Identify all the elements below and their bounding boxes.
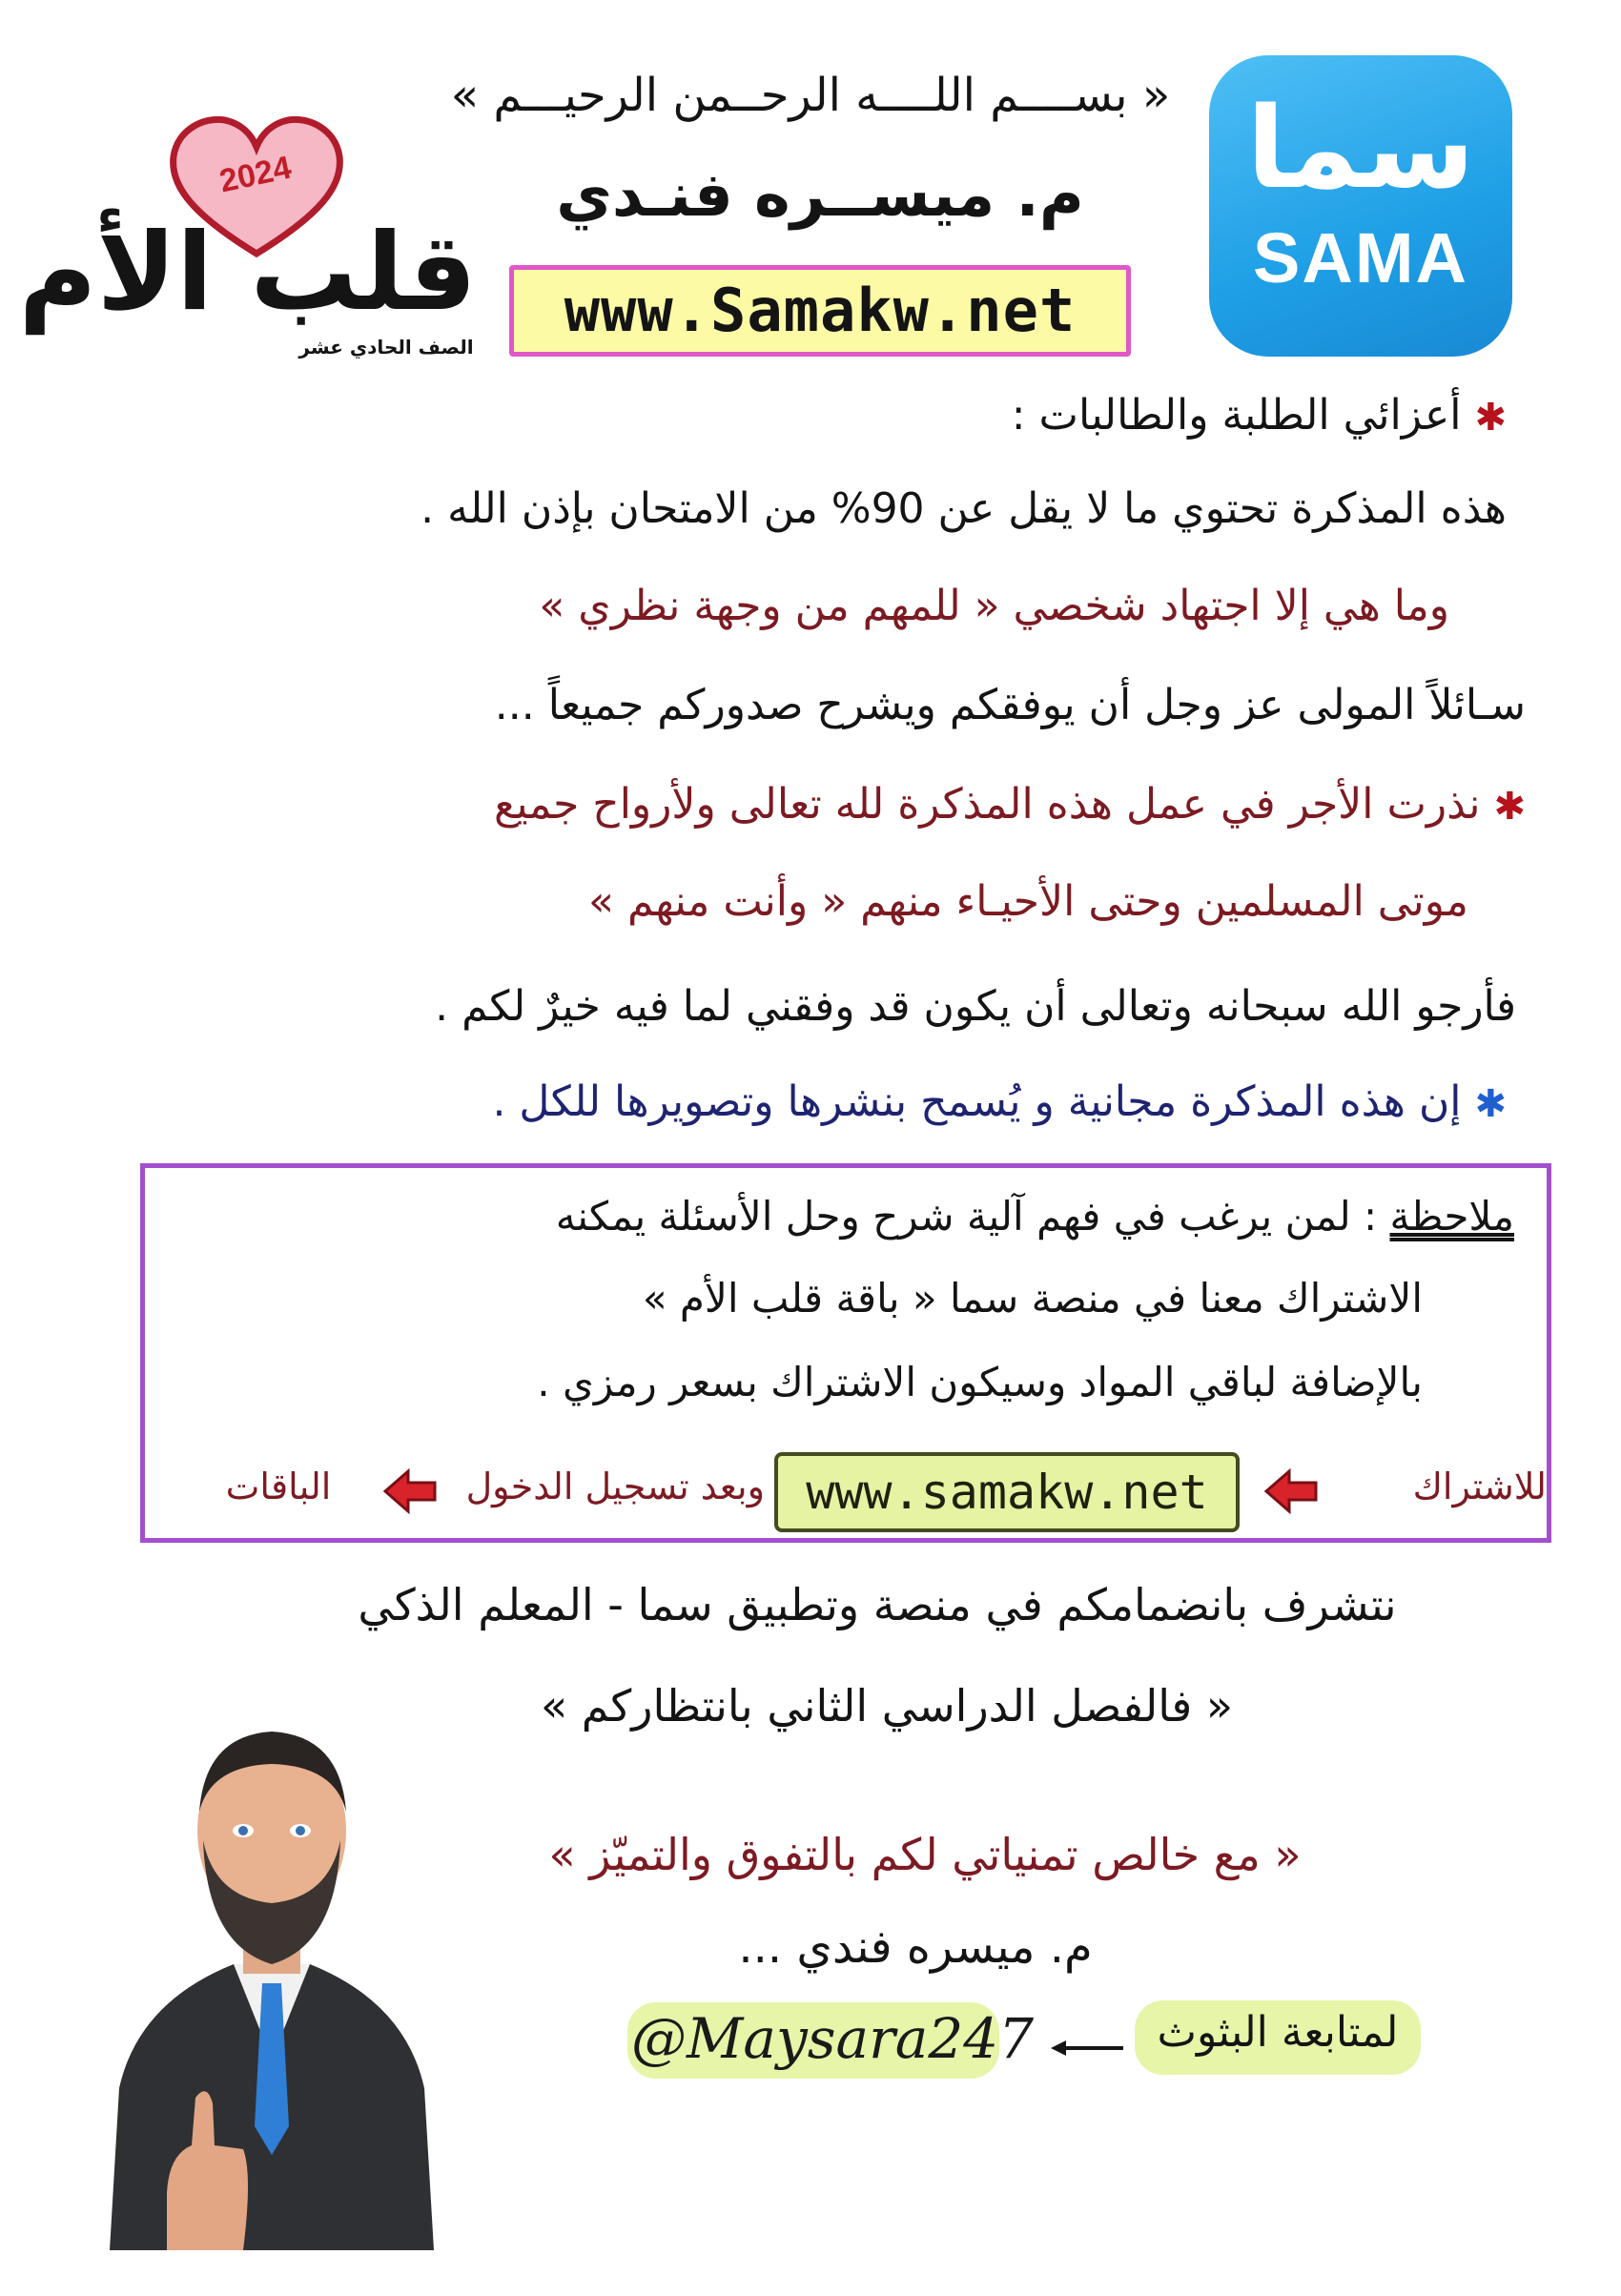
sama-logo-arabic: سما [1246,82,1475,214]
qalb-logo-title: قلب الأم [18,211,477,335]
packages-label: الباقات [225,1466,332,1507]
subscribe-label: للاشتراك [1412,1466,1547,1507]
qalb-al-umm-logo [18,105,496,372]
star-bullet-icon: ✱ [1474,1082,1507,1126]
website-link[interactable] [509,265,1131,357]
subscribe-row [145,1452,1547,1538]
greeting-text: أعزائي الطلبة والطالبات : [1011,391,1462,440]
arrow-left-icon [1262,1467,1320,1515]
body-line-4-text: نذرت الأجر في عمل هذه المذكرة لله تعالى ولأرواح جميع [493,780,1481,829]
teacher-name: م. ميســره فنـدي [556,160,1084,231]
body-line-5: موتى المسلمين وحتى الأحيـاء منهم « وأنت منهم » [588,877,1468,926]
note-line-3: بالإضافة لباقي المواد وسيكون الاشتراك بسعر رمزي . [537,1359,1423,1405]
qalb-logo-subtitle: الصف الحادي عشر [298,336,474,359]
body-line-4 [494,780,1526,829]
note-line-2: الاشتراك معنا في منصة سما « باقة قلب الأم » [642,1275,1423,1322]
body-line-3: سـائلاً المولى عز وجل أن يوفقكم ويشرح صدوركم جميعاً ... [494,681,1526,729]
arrow-left-icon [381,1467,439,1515]
star-bullet-icon: ✱ [1474,396,1507,440]
note-title: ملاحظة [1389,1193,1514,1240]
body-line-2: وما هي إلا اجتهاد شخصي « للمهم من وجهة نظري » [539,582,1449,630]
star-bullet-icon: ✱ [1493,785,1526,829]
qalb-logo-year: 2024 [215,149,295,200]
follow-label: لمتابعة البثوث [1157,2008,1399,2057]
basmala: « بســــم اللــــه الرحــمن الرحيـــم » [450,69,1171,122]
after-login-label: وبعد تسجيل الدخول [465,1466,765,1507]
website-link-text: www.Samakw.net [564,276,1077,345]
closing-line-3: « مع خالص تمنياتي لكم بالتفوق والتميّز » [548,1829,1302,1880]
note-line-1-text: : لمن يرغب في فهم آلية شرح وحل الأسئلة يمكنه [555,1193,1378,1240]
body-line-1: هذه المذكرة تحتوي ما لا يقل عن 90% من الامتحان بإذن الله . [421,484,1507,533]
body-line-6: فأرجو الله سبحانه وتعالى أن يكون قد وفقني لما فيه خيرٌ لكم . [435,982,1516,1031]
body-line-7-text: إن هذه المذكرة مجانية و يُسمح بنشرها وتصويرها للكل . [492,1077,1462,1126]
teacher-portrait-image [100,1678,443,2250]
note-line-1 [556,1193,1514,1240]
closing-line-2: « فالفصل الدراسي الثاني بانتظاركم » [540,1680,1234,1732]
signature: م. ميسره فندي ... [738,1920,1093,1974]
sama-logo-english: SAMA [1253,218,1468,297]
closing-line-1: نتشرف بانضمامكم في منصة وتطبيق سما - المعلم الذكي [358,1579,1397,1630]
social-handle-link[interactable]: @Maysara247 [631,2006,1035,2071]
greeting [1012,391,1507,440]
body-line-7 [492,1077,1507,1126]
arrow-left-icon [1049,2039,1125,2058]
note-box [140,1163,1551,1543]
sama-logo[interactable] [1209,55,1512,357]
subscribe-url-link[interactable]: www.samakw.net [774,1452,1240,1532]
